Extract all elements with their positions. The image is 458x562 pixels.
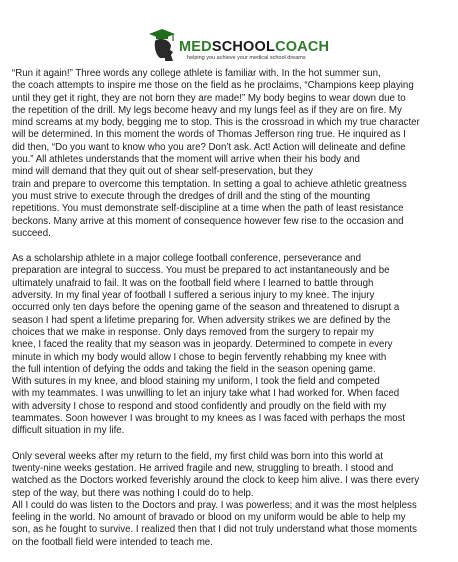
text-line: mind screams at my body, begging me to stop. This is the crossroad in which my true character bbox=[12, 117, 420, 129]
text-line: train and prepare to overcome this temptation. In setting a goal to achieve athletic greatness bbox=[12, 178, 407, 190]
logo bbox=[146, 28, 330, 66]
header bbox=[0, 6, 458, 66]
text-line: knee, I faced the reality that my season was in jeopardy. Determined to compete in every bbox=[12, 339, 393, 351]
paragraph bbox=[12, 253, 452, 437]
text-line: teammates. Soon however I was brought to my knees as I was faced with perhaps the most bbox=[12, 413, 406, 425]
text-line: twenty-nine weeks gestation. He arrived fragile and new, struggling to breath. I stood and bbox=[12, 462, 394, 474]
text-line: succeed. bbox=[12, 227, 51, 239]
text-line: will be determined. In this moment the words of Thomas Jefferson ring true. He inquired as I bbox=[12, 129, 406, 141]
brand-part-2: SCHOOL bbox=[211, 39, 276, 55]
text-line: step of the way, but there was nothing I could do to help. bbox=[12, 487, 254, 499]
text-line: watched as the Doctors worked feverishly around the clock to keep him alive. I was there every bbox=[12, 475, 420, 487]
text-line: son, as he fought to survive. I realized then that I did not truly understand what those moments bbox=[12, 524, 417, 536]
text-line: the repetition of the drill. My legs become heavy and my lungs feel as if they are on fire. My bbox=[12, 104, 402, 116]
essay-body bbox=[12, 68, 452, 562]
text-line: mind will demand that they quit out of shear self-preservation, but they bbox=[12, 166, 314, 178]
text-line: did then, “Do you want to know who you are? Don’t ask. Act! Action will delineate and define bbox=[12, 141, 406, 153]
text-line: choices that we make in response. Only days removed from the surgery to repair my bbox=[12, 326, 374, 338]
graduation-cap-head-icon bbox=[146, 28, 176, 62]
text-line: with my teammates. I was unwilling to let an injury take what I had worked for. When faced bbox=[12, 388, 400, 400]
text-line: on the football field were intended to teach me. bbox=[12, 536, 213, 548]
text-line: you must strive to execute through the dredges of drill and the sting of the mounting bbox=[12, 190, 371, 202]
brand-part-3: COACH bbox=[275, 39, 330, 55]
text-line: preparation are integral to success. You must be prepared to act instantaneously and be bbox=[12, 265, 390, 277]
tagline: helping you achieve your medical school dreams bbox=[187, 55, 306, 61]
paragraph bbox=[12, 68, 452, 240]
text-line: season I had spent a lifetime preparing for. When adversity strikes we are defined by the bbox=[12, 314, 391, 326]
text-line: until they get it right, they are not born they are made!” My body begins to wear down due to bbox=[12, 92, 406, 104]
text-line: With sutures in my knee, and blood staining my uniform, I took the field and competed bbox=[12, 376, 380, 388]
text-line: Only several weeks after my return to the field, my first child was born into this world at bbox=[12, 450, 383, 462]
text-line: occurred only ten days before the opening game of the season and threatened to disrupt a bbox=[12, 302, 400, 314]
text-line: All I could do was listen to the Doctors and pray. I was powerless; and it was the most helpless bbox=[12, 499, 417, 511]
text-line: As a scholarship athlete in a major college football conference, perseverance and bbox=[12, 253, 361, 265]
text-line: with adversity I chose to respond and stood confidently and proudly on the field with my bbox=[12, 400, 387, 412]
text-line: “Run it again!” Three words any college athlete is familiar with. In the hot summer sun, bbox=[12, 68, 381, 79]
text-line: feeling in the world. No amount of bravado or blood on my uniform would be able to help my bbox=[12, 512, 406, 524]
text-line: adversity. In my final year of football I suffered a serious injury to my knee. The injury bbox=[12, 290, 375, 302]
text-line: the coach attempts to inspire me those on the field as he proclaims, “Champions keep playing bbox=[12, 80, 414, 92]
brand-name bbox=[179, 40, 329, 55]
text-line: you.” All athletes understands that the moment will arrive when their his body and bbox=[12, 154, 360, 166]
brand-part-1: MED bbox=[179, 39, 212, 55]
text-line: the full intention of defying the odds and taking the field in the season opening game. bbox=[12, 363, 376, 375]
paragraph bbox=[12, 451, 452, 549]
text-line: ultimately unafraid to fail. It was on the football field where I learned to battle through bbox=[12, 277, 374, 289]
text-line: repetitions. You must demonstrate self-discipline at a time when the path of least resistance bbox=[12, 203, 404, 215]
text-line: beckons. Many arrive at this moment of consequence however few rise to the occasion and bbox=[12, 215, 404, 227]
text-line: minute in which my body would allow I chose to begin fervently rehabbing my knee with bbox=[12, 351, 387, 363]
text-line: difficult situation in my life. bbox=[12, 425, 125, 437]
